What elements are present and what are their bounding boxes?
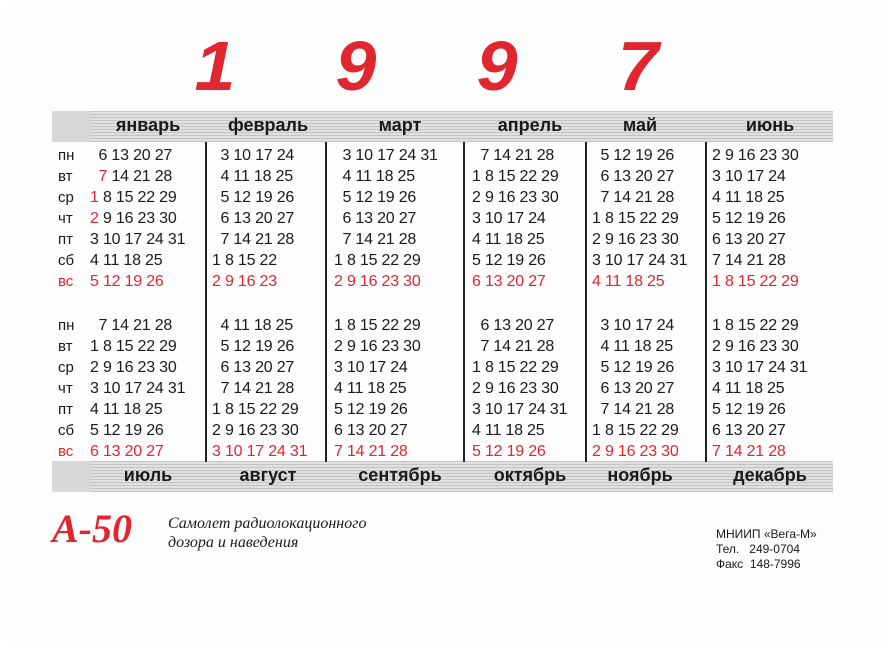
bottom-month-3-row-5: 4 11 18 25 xyxy=(472,422,545,439)
bottom-month-4-row-5: 1 8 15 22 29 xyxy=(592,422,679,439)
top-month-1-row-5: 1 8 15 22 xyxy=(212,252,277,269)
top-month-3-row-3: 3 10 17 24 xyxy=(472,210,546,227)
top-month-4-row-4: 2 9 16 23 30 xyxy=(592,231,679,248)
bottom-month-1-row-2: 6 13 20 27 xyxy=(212,359,295,376)
bottom-month-3-row-2: 1 8 15 22 29 xyxy=(472,359,559,376)
top-month-1-row-0: 3 10 17 24 xyxy=(212,147,295,164)
column-divider xyxy=(325,142,327,462)
holiday-number: 7 xyxy=(98,168,108,185)
bottom-month-2-row-6: 7 14 21 28 xyxy=(334,443,408,460)
bottom-band-tail xyxy=(52,461,90,492)
top-month-0-row-2: 1 8 15 22 29 xyxy=(90,189,177,206)
contact-block xyxy=(716,527,817,572)
top-month-4-row-6: 4 11 18 25 xyxy=(592,273,665,290)
bottom-weekday-5: сб xyxy=(58,422,75,439)
top-band-tail xyxy=(52,111,90,142)
top-month-3-row-0: 7 14 21 28 xyxy=(472,147,555,164)
tagline-line-1: Самолет радиолокационного xyxy=(168,515,367,532)
logo-a50: А-50 xyxy=(52,506,132,551)
top-month-5-row-5: 7 14 21 28 xyxy=(712,252,786,269)
bottom-month-1-row-3: 7 14 21 28 xyxy=(212,380,295,397)
bottom-month-4-row-6: 2 9 16 23 30 xyxy=(592,443,679,460)
top-month-5-row-1: 3 10 17 24 xyxy=(712,168,786,185)
top-weekday-2: ср xyxy=(58,189,74,206)
bottom-month-4-row-0: 3 10 17 24 xyxy=(592,317,675,334)
bottom-month-1-row-6: 3 10 17 24 31 xyxy=(212,443,308,460)
bottom-month-3: октябрь xyxy=(493,465,567,485)
top-month-5-row-6: 1 8 15 22 29 xyxy=(712,273,799,290)
top-month-5-row-3: 5 12 19 26 xyxy=(712,210,786,227)
tagline xyxy=(168,514,366,552)
top-month-1-row-4: 7 14 21 28 xyxy=(212,231,295,248)
bottom-month-0-row-5: 5 12 19 26 xyxy=(90,422,164,439)
bottom-month-2-row-2: 3 10 17 24 xyxy=(334,359,408,376)
top-month-0-row-4: 3 10 17 24 31 xyxy=(90,231,186,248)
column-divider xyxy=(585,142,587,462)
bottom-weekday-1: вт xyxy=(58,338,73,355)
top-month-0-row-0: 6 13 20 27 xyxy=(90,147,173,164)
top-month-1-row-2: 5 12 19 26 xyxy=(212,189,295,206)
top-month-0: январь xyxy=(115,115,181,135)
top-weekday-0: пн xyxy=(58,147,75,164)
bottom-month-5-row-2: 3 10 17 24 31 xyxy=(712,359,808,376)
top-month-0-row-3: 2 9 16 23 30 xyxy=(90,210,177,227)
top-month-3-row-2: 2 9 16 23 30 xyxy=(472,189,559,206)
year-title: 1 9 9 7 xyxy=(194,27,699,105)
bottom-weekday-0: пн xyxy=(58,317,75,334)
bottom-month-1-row-4: 1 8 15 22 29 xyxy=(212,401,299,418)
top-month-5: июнь xyxy=(745,115,795,135)
bottom-month-4: ноябрь xyxy=(607,465,673,485)
bottom-month-1-row-0: 4 11 18 25 xyxy=(212,317,293,334)
column-divider xyxy=(463,142,465,462)
top-month-4-row-0: 5 12 19 26 xyxy=(592,147,675,164)
bottom-month-0-row-6: 6 13 20 27 xyxy=(90,443,164,460)
bottom-weekday-3: чт xyxy=(58,380,73,397)
bottom-month-3-row-3: 2 9 16 23 30 xyxy=(472,380,559,397)
bottom-weekday-6: вс xyxy=(58,443,74,460)
bottom-month-0-row-0: 7 14 21 28 xyxy=(90,317,173,334)
bottom-month-5-row-4: 5 12 19 26 xyxy=(712,401,786,418)
bottom-month-1-row-1: 5 12 19 26 xyxy=(212,338,295,355)
top-weekday-4: пт xyxy=(58,231,73,248)
bottom-month-5-row-0: 1 8 15 22 29 xyxy=(712,317,799,334)
tagline-line-2: дозора и наведения xyxy=(168,534,299,551)
top-month-2-row-2: 5 12 19 26 xyxy=(334,189,417,206)
bottom-month-2: сентябрь xyxy=(358,465,442,485)
contact-tel: Тел. 249-0704 xyxy=(716,542,800,556)
top-month-5-row-4: 6 13 20 27 xyxy=(712,231,786,248)
top-month-1: февраль xyxy=(227,115,309,135)
top-month-2-row-0: 3 10 17 24 31 xyxy=(334,147,438,164)
bottom-weekday-4: пт xyxy=(58,401,73,418)
top-month-0-row-1: 7 14 21 28 xyxy=(98,168,173,185)
top-month-5-row-0: 2 9 16 23 30 xyxy=(712,147,799,164)
bottom-month-4-row-4: 7 14 21 28 xyxy=(592,401,675,418)
bottom-month-3-row-0: 6 13 20 27 xyxy=(472,317,555,334)
bottom-month-3-row-4: 3 10 17 24 31 xyxy=(472,401,568,418)
bottom-month-3-row-1: 7 14 21 28 xyxy=(472,338,555,355)
top-month-2-row-6: 2 9 16 23 30 xyxy=(334,273,421,290)
bottom-month-2-row-1: 2 9 16 23 30 xyxy=(334,338,421,355)
bottom-month-3-row-6: 5 12 19 26 xyxy=(472,443,546,460)
top-month-2-row-1: 4 11 18 25 xyxy=(334,168,415,185)
bottom-month-2-row-5: 6 13 20 27 xyxy=(334,422,408,439)
bottom-month-2-row-3: 4 11 18 25 xyxy=(334,380,407,397)
top-month-3-row-4: 4 11 18 25 xyxy=(472,231,545,248)
column-divider xyxy=(705,142,707,462)
top-month-3-row-1: 1 8 15 22 29 xyxy=(472,168,559,185)
top-month-2-row-5: 1 8 15 22 29 xyxy=(334,252,421,269)
top-month-5-row-2: 4 11 18 25 xyxy=(712,189,785,206)
months-band-bottom xyxy=(52,461,833,492)
top-month-3-row-5: 5 12 19 26 xyxy=(472,252,546,269)
top-month-2-row-4: 7 14 21 28 xyxy=(334,231,417,248)
bottom-month-0-row-3: 3 10 17 24 31 xyxy=(90,380,186,397)
bottom-month-2-row-0: 1 8 15 22 29 xyxy=(334,317,421,334)
bottom-month-0: июль xyxy=(123,465,173,485)
bottom-month-5-row-6: 7 14 21 28 xyxy=(712,443,786,460)
bottom-month-0-row-4: 4 11 18 25 xyxy=(90,401,163,418)
top-month-4-row-5: 3 10 17 24 31 xyxy=(592,252,688,269)
bottom-month-1-row-5: 2 9 16 23 30 xyxy=(212,422,299,439)
contact-fax: Факс 148-7996 xyxy=(716,557,801,571)
bottom-month-2-row-4: 5 12 19 26 xyxy=(334,401,408,418)
top-month-1-row-3: 6 13 20 27 xyxy=(212,210,295,227)
top-month-1-row-6: 2 9 16 23 xyxy=(212,273,277,290)
top-weekday-1: вт xyxy=(58,168,73,185)
top-month-3-row-6: 6 13 20 27 xyxy=(472,273,546,290)
top-month-3: апрель xyxy=(497,115,563,135)
bottom-weekday-2: ср xyxy=(58,359,74,376)
top-weekday-5: сб xyxy=(58,252,75,269)
bottom-month-5-row-3: 4 11 18 25 xyxy=(712,380,785,397)
top-month-4-row-2: 7 14 21 28 xyxy=(592,189,675,206)
bottom-month-5-row-5: 6 13 20 27 xyxy=(712,422,786,439)
holiday-number: 1 xyxy=(90,189,99,206)
top-month-4-row-3: 1 8 15 22 29 xyxy=(592,210,679,227)
top-weekday-3: чт xyxy=(58,210,73,227)
top-month-2: март xyxy=(378,115,422,135)
bottom-month-1: август xyxy=(239,465,297,485)
top-month-4: май xyxy=(622,115,658,135)
bottom-month-5: декабрь xyxy=(733,465,807,485)
top-month-2-row-3: 6 13 20 27 xyxy=(334,210,417,227)
bottom-month-4-row-2: 5 12 19 26 xyxy=(592,359,675,376)
contact-org: МНИИП «Вега-М» xyxy=(716,527,817,541)
holiday-number: 2 xyxy=(90,210,99,227)
top-month-1-row-1: 4 11 18 25 xyxy=(212,168,293,185)
bottom-month-0-row-2: 2 9 16 23 30 xyxy=(90,359,177,376)
top-weekday-6: вс xyxy=(58,273,74,290)
bottom-month-5-row-1: 2 9 16 23 30 xyxy=(712,338,799,355)
top-month-4-row-1: 6 13 20 27 xyxy=(592,168,675,185)
top-month-0-row-6: 5 12 19 26 xyxy=(90,273,164,290)
top-month-0-row-5: 4 11 18 25 xyxy=(90,252,163,269)
months-band-top xyxy=(52,111,833,142)
bottom-month-4-row-1: 4 11 18 25 xyxy=(592,338,673,355)
bottom-month-4-row-3: 6 13 20 27 xyxy=(592,380,675,397)
bottom-month-0-row-1: 1 8 15 22 29 xyxy=(90,338,177,355)
column-divider xyxy=(205,142,207,462)
